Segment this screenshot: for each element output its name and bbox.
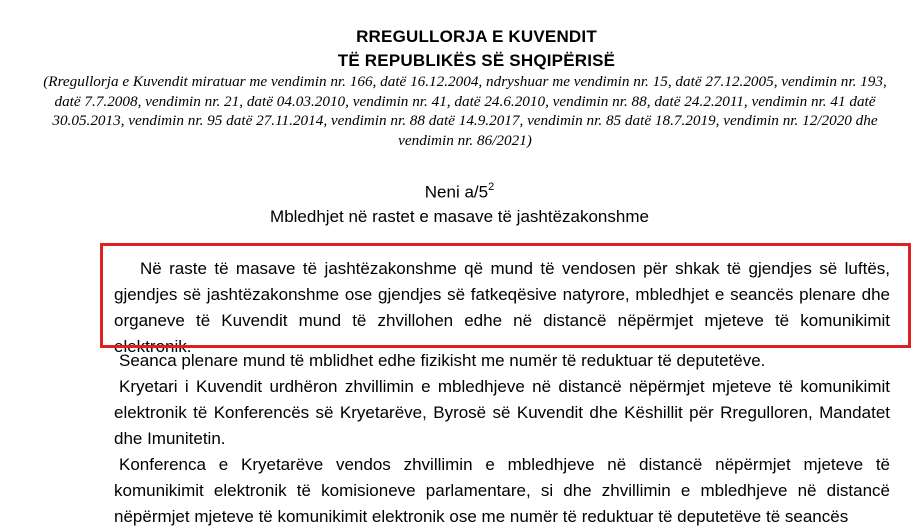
paragraph-2: Seanca plenare mund të mblidhet edhe fizikisht me numër të reduktuar të deputetëve. <box>119 351 766 370</box>
paragraph-3: Kryetari i Kuvendit urdhëron zhvillimin e mbledhjeve në distancë nëpërmjet mjeteve të komunikimit elektronik të Konferencës së Kryetarëve, Byrosë së Kuvendit dhe Këshillit për Rregulloren, Mandatet dhe Imunitetin. <box>114 377 890 448</box>
article-superscript: 2 <box>488 181 495 193</box>
paragraph-4: Konferenca e Kryetarëve vendos zhvillimin e mbledhjeve në distancë nëpërmjet mjeteve të komunikimit elektronik të komisioneve parlamentare, si dhe zhvillimin e mbledhjeve në distancë nëpërmjet mjeteve të komunikimit elektronik ose me numër të reduktuar të deputetëve të seancës <box>114 455 890 526</box>
article-title: Mbledhjet në rastet e masave të jashtëzakonshme <box>270 207 649 226</box>
amendment-note: (Rregullorja e Kuvendit miratuar me vendimin nr. 166, datë 16.12.2004, ndryshuar me vendimin nr. 15, datë 27.12.2005, vendimin nr. 193, datë 7.7.2008, vendimin nr. 21, datë 04.03.2010, vendimin nr. 41, datë 24.6.2010, vendimin nr. 88, datë 24.2.2011, vendimin nr. 41 datë 30.05.2013, vendimin nr. 95 datë 27.11.2014, vendimin nr. 88 datë 14.9.2017, vendimin nr. 85 datë 18.7.2019, vendimin nr. 12/2020 dhe vendimin nr. 86/2021) <box>43 73 887 149</box>
article-number-text: Neni a/5 <box>424 182 489 202</box>
document-subtitle: TË REPUBLIKËS SË SHQIPËRISË <box>337 51 616 70</box>
article-number <box>0 182 919 203</box>
paragraph-1: Në raste të masave të jashtëzakonshme që mund të vendosen për shkak të gjendjes së luftës, gjendjes së jashtëzakonshme ose gjendjes së fatkeqësive natyrore, mbledhjet e seancës plenare dhe organeve të Kuvendit mund të zhvillohen edhe në distancë nëpërmjet mjeteve të komunikimit elektronik. <box>114 259 890 356</box>
document-title: RREGULLORJA E KUVENDIT <box>356 27 597 46</box>
